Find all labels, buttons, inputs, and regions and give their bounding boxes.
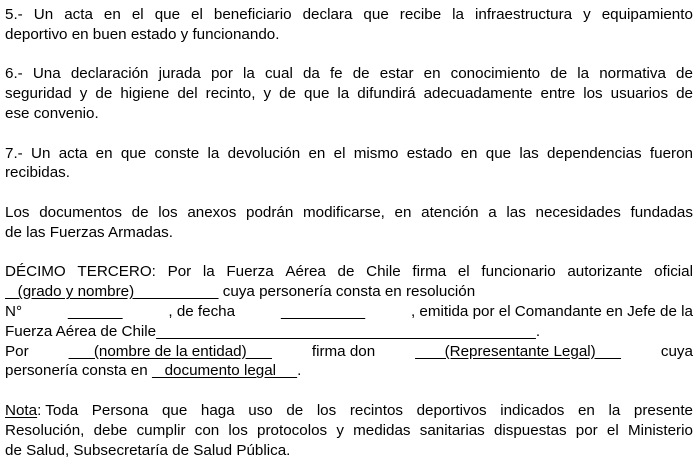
word: entre: [540, 85, 576, 103]
word: que: [485, 144, 512, 162]
word: conste: [154, 144, 200, 162]
decimo-line6: [5, 361, 693, 381]
word: oficial: [654, 263, 693, 281]
word: el: [606, 421, 619, 439]
numero-label: N°: [5, 302, 23, 320]
word: la: [243, 65, 255, 83]
p7-line2-text: recibidas.: [5, 164, 70, 182]
word: devolución: [227, 144, 301, 162]
word: Los: [5, 203, 30, 221]
word: el: [457, 263, 470, 281]
word: que: [363, 6, 389, 23]
word: presente: [633, 401, 693, 419]
personeria-period: .: [297, 362, 302, 380]
word: que: [154, 6, 181, 23]
word: conocimiento: [450, 65, 541, 83]
word: los: [583, 85, 603, 103]
word: el: [131, 6, 144, 23]
decimo-line2: [5, 282, 693, 302]
word: dispuestas: [493, 421, 567, 439]
nota-label: Nota: [5, 401, 38, 419]
word: la: [577, 65, 590, 83]
word: autorizante: [567, 263, 643, 281]
word: de: [279, 85, 297, 103]
word: del: [177, 85, 198, 103]
word: estar: [379, 65, 414, 83]
word: de: [550, 65, 568, 83]
word: deportivos: [416, 401, 487, 419]
word: anexos: [187, 203, 237, 221]
word: de: [95, 85, 113, 103]
word: Persona: [91, 401, 149, 419]
word: de: [676, 65, 693, 83]
word: que: [120, 144, 147, 162]
nota-colon: :: [37, 401, 42, 419]
word: modificarse,: [302, 203, 385, 221]
word: podrán: [246, 203, 294, 221]
document-page: [5, 5, 693, 460]
word: acta: [64, 6, 93, 23]
word: sanitarias: [419, 421, 485, 439]
word: firma: [412, 263, 447, 281]
word: en: [394, 203, 412, 221]
word: infraestructura: [475, 6, 573, 23]
fecha-blank: [281, 302, 365, 322]
word: recinto,: [205, 85, 256, 103]
word: declaración: [70, 65, 149, 83]
nota-line2: [5, 421, 693, 441]
fach-period: .: [535, 322, 541, 340]
p7-line1: [5, 144, 693, 164]
p6-line3-text: ese convenio.: [5, 104, 99, 122]
decimo-line1: [5, 262, 693, 282]
word: de: [131, 203, 149, 221]
p6-line2: [5, 84, 693, 104]
word: usuarios: [610, 85, 669, 103]
word: normativa: [599, 65, 666, 83]
word: en: [577, 401, 595, 419]
personeria-text: personería consta en: [5, 362, 152, 380]
p5-line1: [5, 5, 693, 25]
word: DÉCIMO: [5, 263, 66, 281]
word: que: [161, 401, 188, 419]
nota-line3-text: de Salud, Subsecretaría de Salud Pública.: [5, 441, 291, 459]
word: recibe: [399, 6, 442, 23]
word: de: [352, 65, 370, 83]
word: cual: [264, 65, 293, 83]
word: uso: [248, 401, 273, 419]
anexos-line2-text: de las Fuerzas Armadas.: [5, 223, 173, 241]
word: la: [337, 85, 350, 103]
representante-legal-field: (Representante Legal): [415, 342, 622, 360]
word: Un: [33, 6, 54, 23]
decimo-line5: [5, 342, 693, 362]
word: por: [575, 421, 598, 439]
word: haga: [200, 401, 235, 419]
word: y: [263, 85, 272, 103]
word: por: [210, 65, 233, 83]
word: y: [336, 421, 344, 439]
word: en: [423, 65, 441, 83]
word: 7.-: [5, 144, 23, 162]
word: y: [583, 6, 591, 23]
word: el: [333, 144, 346, 162]
numero-blank: [68, 302, 123, 322]
word: 6.-: [5, 65, 23, 83]
decimo-line3: [5, 302, 693, 322]
nota-word: Toda: [45, 401, 79, 419]
anexos-line2: [5, 223, 693, 243]
word: da: [302, 65, 320, 83]
fach-text: Fuerza Aérea de Chile: [5, 322, 157, 340]
word: fueron: [649, 144, 693, 162]
word: en: [95, 144, 113, 162]
nota-first: [5, 401, 78, 421]
word: adecuadamente: [423, 85, 533, 103]
documento-legal-field: documento legal: [151, 362, 298, 380]
word: Aérea: [285, 263, 326, 281]
emitida-text: , emitida por el Comandante en Jefe de la: [410, 302, 693, 320]
word: y: [79, 85, 88, 103]
word: en: [103, 6, 121, 23]
anexos-line1: [5, 203, 693, 223]
word: TERCERO:: [77, 263, 156, 281]
decimo-line2-text: cuya personería consta en resolución: [218, 283, 476, 301]
word: de: [676, 85, 693, 103]
word: debe: [93, 421, 128, 439]
word: los: [316, 401, 337, 419]
word: la: [452, 6, 464, 23]
word: las: [519, 144, 539, 162]
word: necesidades: [535, 203, 621, 221]
word: Resolución,: [5, 421, 85, 439]
word: Un: [31, 144, 51, 162]
word: de: [337, 263, 355, 281]
nota-line3: [5, 441, 693, 460]
word: en: [460, 144, 478, 162]
word: con: [194, 421, 220, 439]
nombre-entidad-field: (nombre de la entidad): [68, 342, 272, 360]
word: funcionario: [481, 263, 556, 281]
word: Una: [32, 65, 61, 83]
word: medidas: [353, 421, 411, 439]
word: Por: [167, 263, 192, 281]
word: fundadas: [630, 203, 693, 221]
word: el: [191, 6, 203, 23]
word: 5.-: [5, 6, 23, 23]
cuya-label: cuya: [660, 342, 693, 360]
word: los: [158, 203, 178, 221]
word: cumplir: [136, 421, 186, 439]
p6-line1: [5, 64, 693, 84]
word: indicados: [500, 401, 565, 419]
firma-don-label: firma don: [311, 342, 376, 360]
word: en: [308, 144, 326, 162]
word: jurada: [158, 65, 201, 83]
p7-line2: [5, 163, 693, 183]
word: declara: [302, 6, 353, 23]
word: Chile: [366, 263, 401, 281]
word: dependencias: [547, 144, 642, 162]
fach-blank: [156, 322, 536, 342]
word: beneficiario: [213, 6, 292, 23]
word: a: [488, 203, 497, 221]
grado-nombre-field: (grado y nombre): [5, 283, 219, 301]
word: acta: [58, 144, 88, 162]
decimo-line4: [5, 322, 693, 342]
word: seguridad: [5, 85, 72, 103]
word: la: [207, 144, 220, 162]
p5-line2: [5, 25, 693, 45]
por-label: Por: [5, 342, 29, 360]
word: higiene: [120, 85, 170, 103]
word: recintos: [349, 401, 403, 419]
word: documentos: [39, 203, 122, 221]
word: difundirá: [357, 85, 416, 103]
word: Fuerza: [226, 263, 274, 281]
word: las: [506, 203, 526, 221]
word: fe: [329, 65, 343, 83]
word: de: [286, 401, 304, 419]
fecha-label: , de fecha: [168, 302, 236, 320]
word: los: [228, 421, 248, 439]
word: atención: [421, 203, 479, 221]
p6-line3: [5, 104, 693, 124]
word: estado: [406, 144, 453, 162]
word: mismo: [353, 144, 399, 162]
word: la: [202, 263, 215, 281]
word: Ministerio: [627, 421, 693, 439]
word: que: [304, 85, 330, 103]
word: equipamiento: [601, 6, 693, 23]
word: la: [608, 401, 621, 419]
nota-line1: [5, 401, 693, 421]
p5-line2-text: deportivo en buen estado y funcionando.: [5, 25, 280, 43]
word: protocolos: [257, 421, 328, 439]
